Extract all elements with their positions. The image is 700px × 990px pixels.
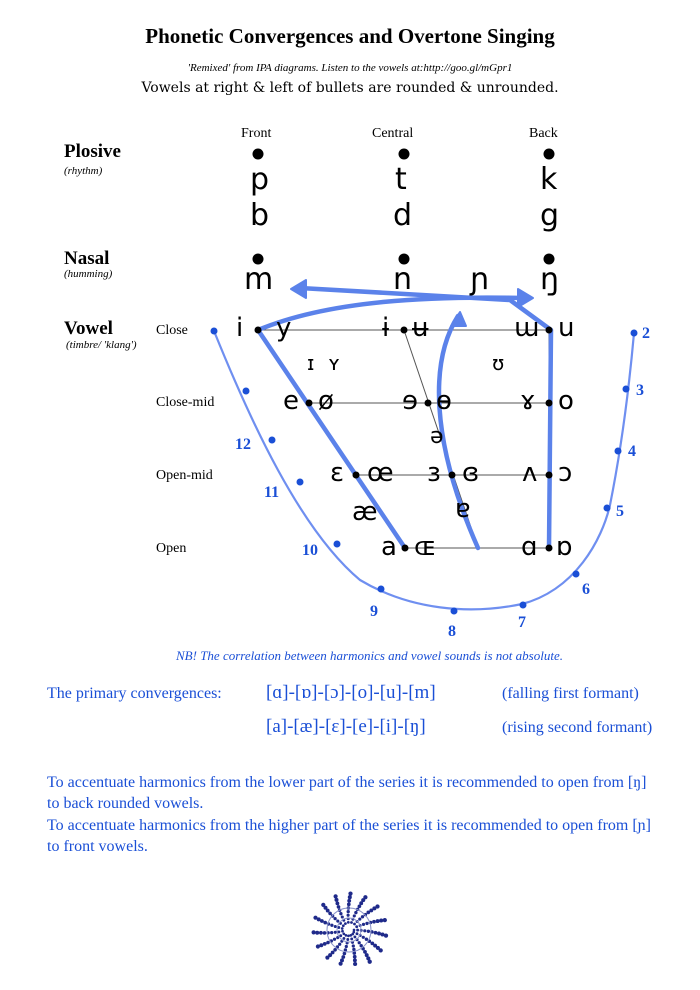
logo-dot bbox=[341, 915, 344, 918]
logo-dot bbox=[335, 901, 339, 905]
logo-dot bbox=[356, 929, 359, 932]
vowel-row-open-mid: Open-mid bbox=[156, 468, 213, 483]
symbol-d: d bbox=[393, 198, 413, 233]
logo-dot bbox=[330, 924, 333, 927]
row-nasal-sub: (humming) bbox=[64, 268, 113, 280]
vowel-barred-u: ʉ bbox=[412, 313, 429, 343]
logo-dot bbox=[315, 931, 319, 935]
logo-dot bbox=[339, 962, 343, 966]
logo-dot bbox=[377, 932, 381, 936]
row-nasal-label: Nasal bbox=[64, 248, 110, 269]
logo-dot bbox=[342, 937, 345, 940]
harmonic-label-5: 5 bbox=[616, 503, 624, 520]
logo-dot bbox=[379, 918, 383, 922]
logo-dot bbox=[341, 927, 344, 930]
logo-dot bbox=[347, 921, 350, 924]
row-plosive-label: Plosive bbox=[64, 141, 121, 162]
logo-dot bbox=[342, 924, 345, 927]
harmonic-label-4: 4 bbox=[628, 443, 636, 460]
vowel-row-close: Close bbox=[156, 323, 188, 338]
logo-dot bbox=[345, 945, 348, 948]
logo-dot bbox=[334, 931, 337, 934]
vowel-barred-i: ɨ bbox=[382, 313, 390, 343]
symbol-m: m bbox=[244, 262, 274, 297]
first-convergence-series: [ɑ]-[ɒ]-[ɔ]-[o]-[u]-[m] bbox=[266, 682, 436, 703]
logo-dot bbox=[333, 917, 336, 920]
logo-dot bbox=[356, 932, 359, 935]
logo-dot bbox=[353, 923, 356, 926]
logo-dot bbox=[347, 914, 350, 917]
logo-dot bbox=[316, 944, 320, 948]
column-front: Front bbox=[241, 126, 272, 141]
vowel-schwa: ə bbox=[430, 424, 444, 449]
logo-dot bbox=[379, 948, 383, 952]
logo-dot bbox=[374, 931, 378, 935]
symbol-palatal-nasal: ɲ bbox=[470, 262, 490, 297]
logo-dot bbox=[319, 931, 323, 935]
harmonic-label-6: 6 bbox=[582, 581, 590, 598]
logo-dot bbox=[342, 932, 345, 935]
symbol-b: b bbox=[250, 198, 270, 233]
logo-dot bbox=[334, 898, 338, 902]
logo-dot bbox=[362, 923, 365, 926]
logo-dot bbox=[353, 914, 356, 917]
logo-dot bbox=[339, 912, 342, 915]
logo-dot bbox=[362, 936, 365, 939]
logo-dot bbox=[363, 929, 366, 932]
logo-dot bbox=[367, 930, 370, 933]
vowel-e: e bbox=[283, 386, 299, 416]
logo-dot bbox=[368, 960, 372, 964]
logo-dot bbox=[339, 934, 342, 937]
symbol-p: p bbox=[250, 162, 270, 197]
harmonic-label-9: 9 bbox=[370, 603, 378, 620]
row-vowel-label: Vowel bbox=[64, 318, 113, 339]
logo-dot bbox=[347, 903, 351, 907]
logo-dot bbox=[325, 956, 329, 960]
logo-dot bbox=[347, 899, 351, 903]
correlation-note: NB! The correlation between harmonics and vowel sounds is not absolute. bbox=[176, 648, 563, 663]
logo-dot bbox=[334, 925, 337, 928]
harmonic-label-7: 7 bbox=[518, 614, 526, 631]
higher-harmonics-advice: To accentuate harmonics from the higher part of the series it is recommended to open from [ɲ] to front vowels. bbox=[47, 817, 651, 855]
logo-dot bbox=[341, 930, 344, 933]
vowel-upsilon: ʊ bbox=[492, 351, 505, 375]
first-convergence-note: (falling first formant) bbox=[502, 685, 639, 702]
vowel-barred-o: ɵ bbox=[436, 386, 452, 416]
vowel-o-slash: ø bbox=[318, 386, 334, 416]
logo-dot bbox=[353, 935, 356, 938]
logo-dot bbox=[352, 944, 355, 947]
logo-dot bbox=[347, 910, 350, 913]
logo-dot bbox=[337, 905, 341, 909]
logo-dot bbox=[341, 955, 345, 959]
logo-dot bbox=[348, 891, 352, 895]
logo-dot bbox=[353, 958, 357, 962]
vowel-open-o: ɔ bbox=[558, 458, 573, 488]
vowel-turned-script-a: ɒ bbox=[556, 532, 573, 562]
logo-dot bbox=[336, 920, 339, 923]
symbol-g: g bbox=[540, 198, 560, 233]
row-vowel-sub: (timbre/ 'klang') bbox=[66, 339, 137, 351]
logo-dot bbox=[346, 938, 349, 941]
logo-dot bbox=[323, 921, 327, 925]
logo-dot bbox=[333, 938, 336, 941]
logo-dot bbox=[323, 931, 327, 935]
vowel-row-open: Open bbox=[156, 541, 187, 556]
logo-dot bbox=[355, 925, 358, 928]
vowel-oe: œ bbox=[367, 458, 394, 488]
vowel-y: y bbox=[276, 313, 292, 343]
symbol-velar-nasal: ŋ bbox=[540, 262, 560, 297]
vowel-ash: æ bbox=[352, 497, 378, 527]
logo-dot bbox=[363, 895, 367, 899]
column-central: Central bbox=[372, 126, 414, 141]
logo-dot bbox=[350, 921, 353, 924]
logo-dot bbox=[375, 904, 379, 908]
vowel-script-a: ɑ bbox=[521, 532, 538, 562]
logo-dot bbox=[353, 955, 357, 959]
logo-dot bbox=[365, 922, 368, 925]
logo-dot bbox=[358, 941, 361, 944]
harmonic-label-8: 8 bbox=[448, 623, 456, 640]
harmonic-label-11: 11 bbox=[264, 484, 280, 501]
logo-dot bbox=[312, 930, 316, 934]
logo-dot bbox=[330, 931, 333, 934]
logo-dot bbox=[383, 918, 387, 922]
logo-dot bbox=[321, 903, 325, 907]
harmonic-label-2: 2 bbox=[642, 325, 650, 342]
logo-dot bbox=[337, 930, 340, 933]
vowel-turned-m: ɯ bbox=[514, 313, 540, 343]
vowel-i: i bbox=[236, 313, 244, 343]
vowel-a: a bbox=[381, 532, 397, 562]
logo-dot bbox=[353, 962, 357, 966]
logo-dot bbox=[313, 916, 317, 920]
vowel-closed-rev-epsilon: ɞ bbox=[462, 458, 480, 488]
logo-dot bbox=[326, 941, 330, 945]
harmonic-label-3: 3 bbox=[636, 382, 644, 399]
logo-dot bbox=[348, 895, 352, 899]
vowel-epsilon: ɛ bbox=[330, 458, 345, 488]
second-convergence-note: (rising second formant) bbox=[502, 719, 653, 736]
symbol-n: n bbox=[393, 262, 413, 297]
vowel-small-cap-y: ʏ bbox=[328, 351, 341, 375]
symbol-k: k bbox=[540, 162, 558, 197]
logo-dot bbox=[384, 933, 388, 937]
harmonic-label-10: 10 bbox=[302, 542, 318, 559]
logo-dot bbox=[354, 911, 357, 914]
vowel-u: u bbox=[558, 313, 575, 343]
vowel-turned-v: ʌ bbox=[522, 458, 538, 488]
vowel-rev-epsilon: ɜ bbox=[427, 458, 441, 488]
subtitle-rounding-note: Vowels at right & left of bullets are rounded & unrounded. bbox=[141, 80, 559, 96]
vowel-turned-a: ɐ bbox=[455, 494, 471, 524]
logo-dot bbox=[376, 919, 380, 923]
row-plosive-sub: (rhythm) bbox=[64, 165, 103, 177]
logo-dot bbox=[361, 915, 364, 918]
vowel-o: o bbox=[558, 386, 574, 416]
logo-dot bbox=[350, 937, 353, 940]
logo-dot bbox=[365, 938, 368, 941]
subtitle-link-note: 'Remixed' from IPA diagrams. Listen to the vowels at:http://goo.gl/mGpr1 bbox=[187, 62, 513, 74]
symbol-t: t bbox=[395, 162, 407, 197]
logo-dot bbox=[347, 935, 350, 938]
logo-dot bbox=[323, 942, 327, 946]
vowel-oe-cap: ɶ bbox=[414, 532, 437, 562]
harmonic-label-12: 12 bbox=[235, 436, 251, 453]
logo-dot bbox=[372, 920, 376, 924]
vowel-rams-horn: ɤ bbox=[520, 386, 536, 416]
convergences-label: The primary convergences: bbox=[47, 685, 222, 702]
logo-dot bbox=[349, 934, 352, 937]
second-convergence-series: [a]-[æ]-[ɛ]-[e]-[i]-[ŋ] bbox=[266, 716, 426, 737]
logo-dot bbox=[358, 918, 361, 921]
logo-dot bbox=[344, 922, 347, 925]
column-back: Back bbox=[529, 126, 558, 141]
page-title: Phonetic Convergences and Overtone Singing bbox=[145, 24, 555, 48]
lower-harmonics-advice: To accentuate harmonics from the lower part of the series it is recommended to open from [ŋ] to back rounded vowels. bbox=[47, 774, 647, 812]
vowel-small-cap-i: ɪ bbox=[307, 351, 315, 375]
vowel-row-close-mid: Close-mid bbox=[156, 395, 215, 410]
vowel-reversed-e: ɘ bbox=[402, 386, 418, 416]
logo-dot bbox=[334, 894, 338, 898]
logo-dot bbox=[338, 943, 341, 946]
